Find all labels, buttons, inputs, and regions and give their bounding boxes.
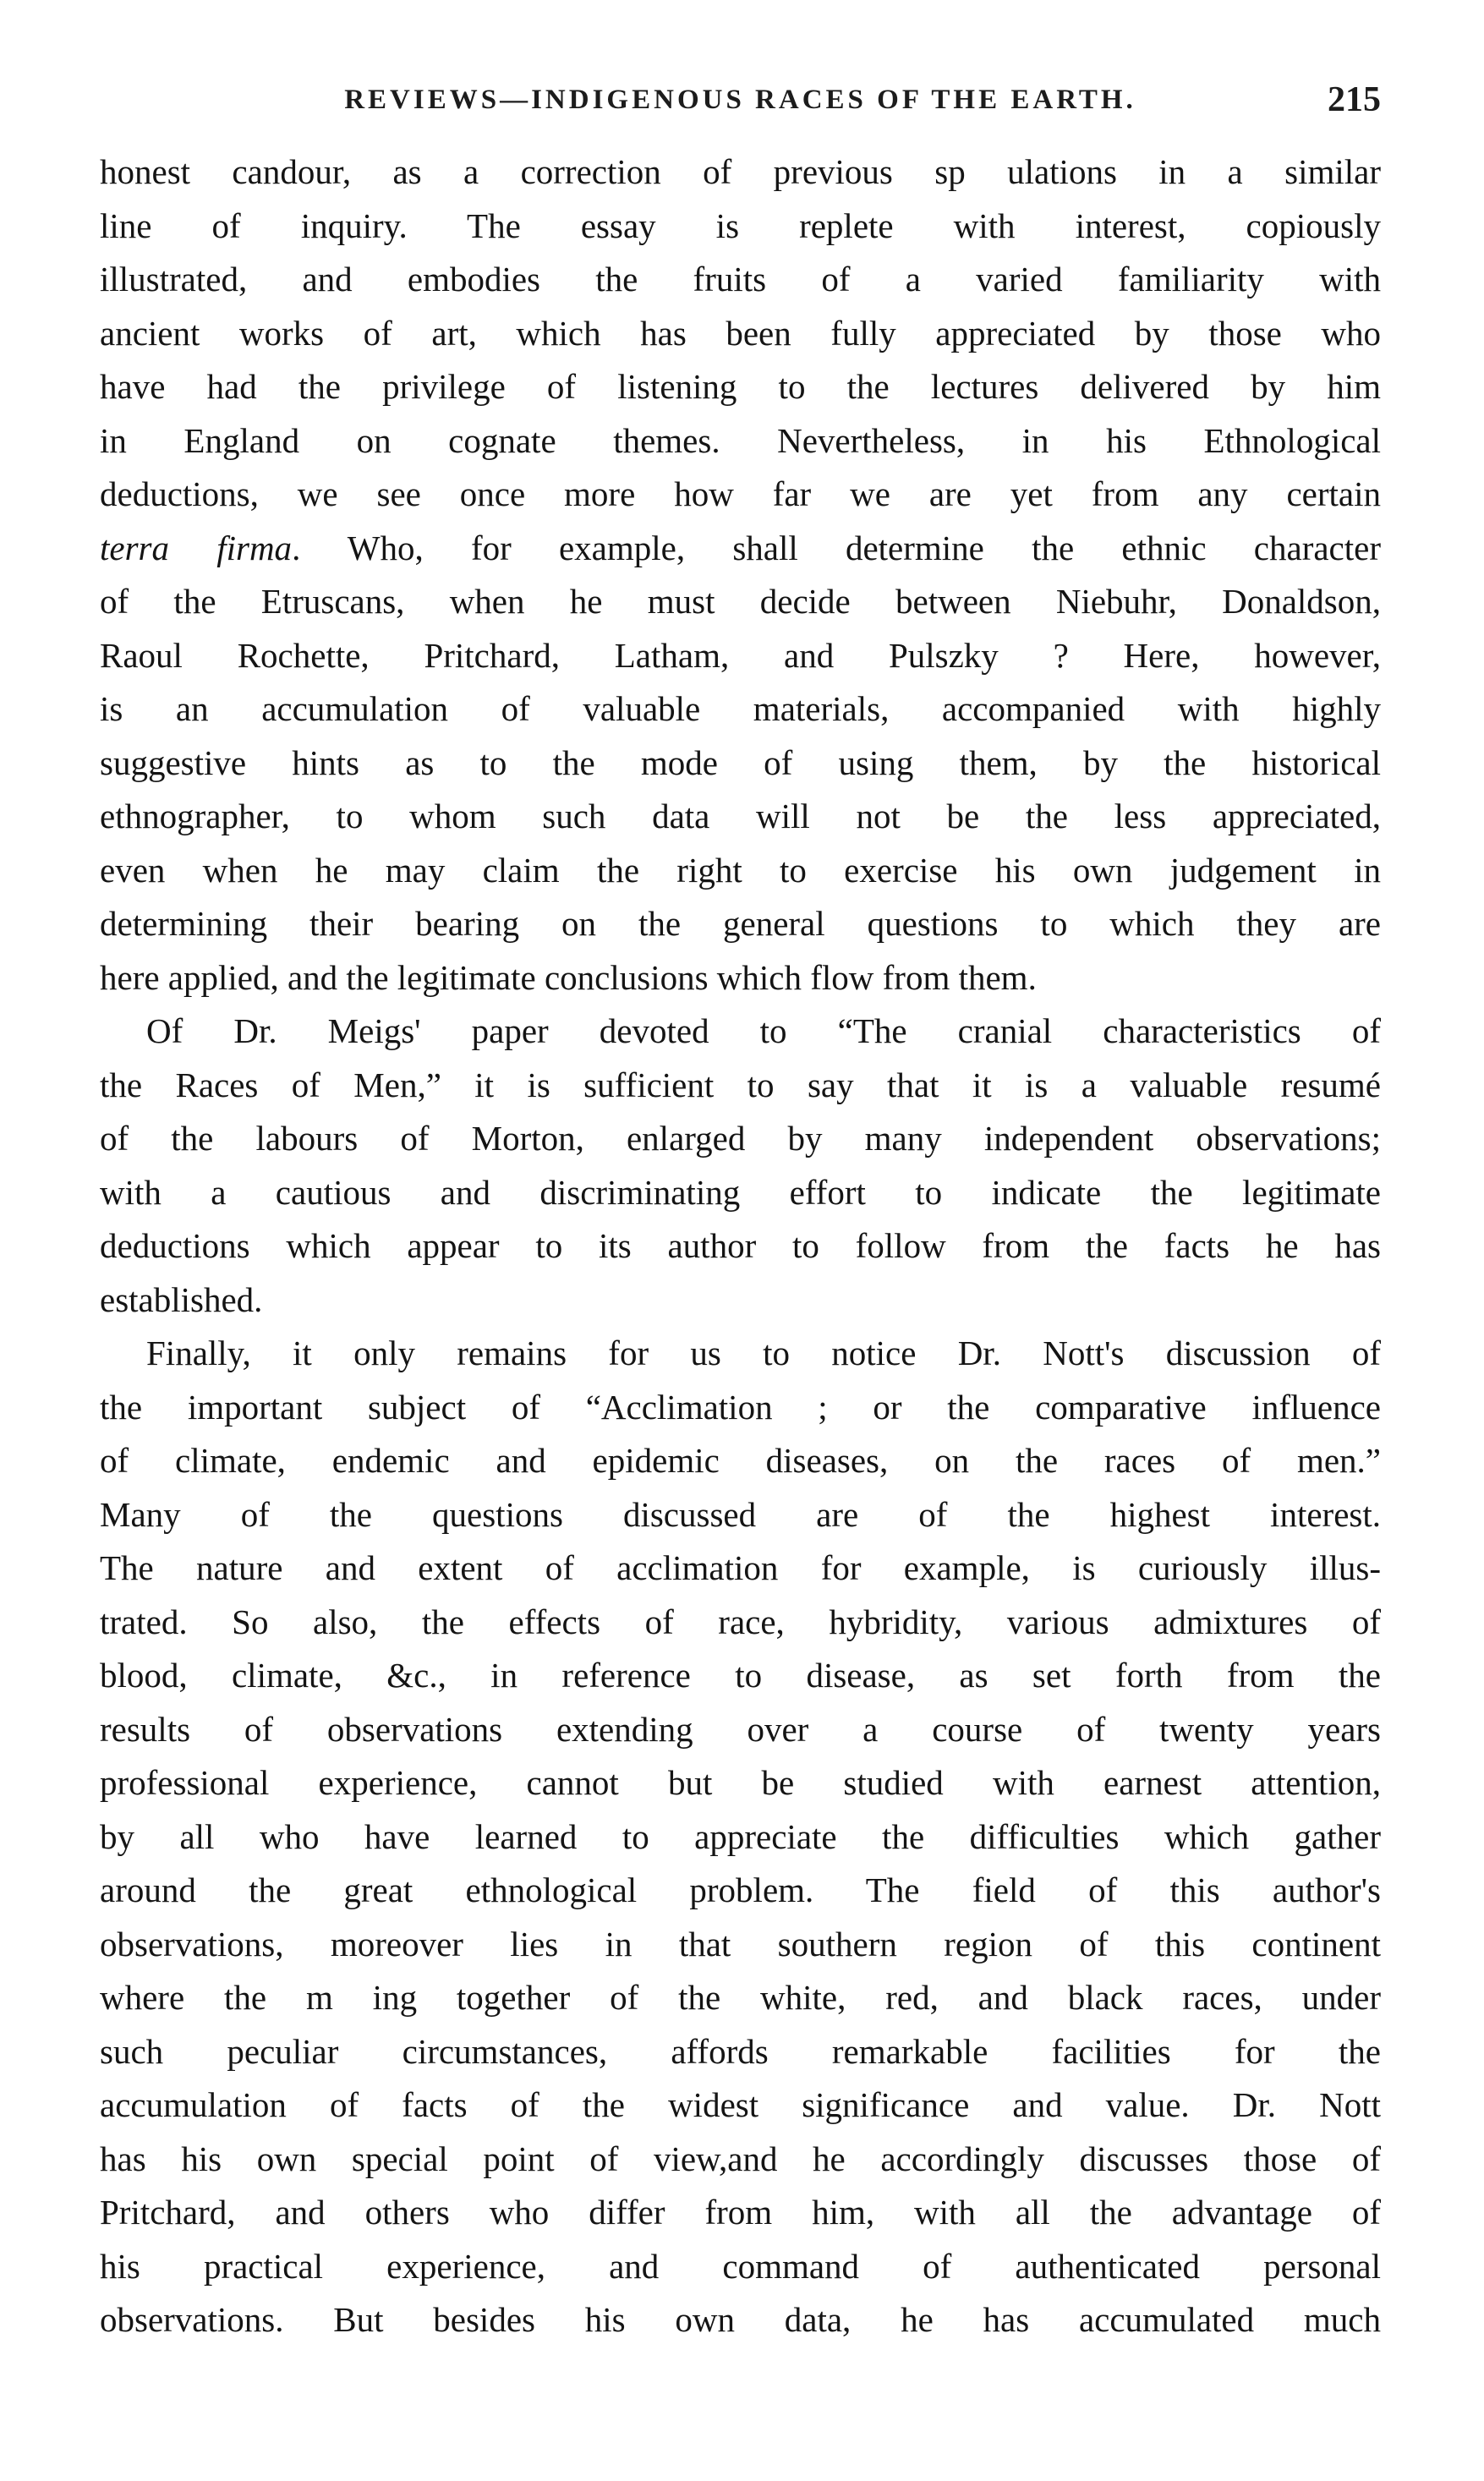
running-head bbox=[100, 74, 1381, 125]
text-line: Pritchard, and others who differ from him, with all the advantage of bbox=[100, 2193, 1381, 2232]
text-line: ancient works of art, which has been fully appreciated by those who bbox=[100, 313, 1381, 353]
text-line: illustrated, and embodies the fruits of a varied familiarity with bbox=[100, 260, 1381, 298]
text-line: Finally, it only remains for us to notice Dr. Nott's discussion of bbox=[146, 1334, 1381, 1372]
text-line: his practical experience, and command of authenticated personal bbox=[100, 2246, 1381, 2286]
text-line: blood, climate, &c., in reference to disease, as set forth from the bbox=[100, 1656, 1381, 1695]
text-line: observations. But besides his own data, he has accumulated much bbox=[100, 2300, 1381, 2339]
text-line: the important subject of “Acclimation ; or the comparative influence bbox=[100, 1387, 1381, 1427]
text-line: of the labours of Morton, enlarged by many independent observations; bbox=[100, 1119, 1381, 1158]
text-line: results of observations extending over a course of twenty years bbox=[100, 1709, 1381, 1749]
text-line: ethnographer, to whom such data will not be the less appreciated, bbox=[100, 797, 1381, 835]
text-line: around the great ethnological problem. The field of this author's bbox=[100, 1870, 1381, 1909]
text-line: accumulation of facts of the widest significance and value. Dr. Nott bbox=[100, 2085, 1381, 2124]
text-line: has his own special point of view,and he accordingly discusses those of bbox=[100, 2139, 1381, 2178]
text-line: determining their bearing on the general questions to which they are bbox=[100, 904, 1381, 943]
text-line: such peculiar circumstances, affords remarkable facilities for the bbox=[100, 2031, 1381, 2071]
text-line: The nature and extent of acclimation for example, is curiously illus- bbox=[100, 1548, 1381, 1587]
text-line: deductions which appear to its author to follow from the facts he has bbox=[100, 1226, 1381, 1265]
text-line: suggestive hints as to the mode of using them, by the historical bbox=[100, 742, 1381, 782]
text-line: with a cautious and discriminating effort to indicate the legitimate bbox=[100, 1172, 1381, 1212]
text-line: line of inquiry. The essay is replete with interest, copiously bbox=[100, 205, 1381, 245]
text-line: is an accumulation of valuable materials, accompanied with highly bbox=[100, 689, 1381, 728]
text-line: Many of the questions discussed are of the highest interest. bbox=[100, 1494, 1381, 1534]
text-line: professional experience, cannot but be studied with earnest attention, bbox=[100, 1763, 1381, 1802]
page-number: 215 bbox=[1328, 80, 1381, 119]
text-line: the Races of Men,” it is sufficient to say that it is a valuable resumé bbox=[100, 1065, 1381, 1104]
text-line: even when he may claim the right to exercise his own judgement in bbox=[100, 850, 1381, 890]
text-line: observations, moreover lies in that southern region of this continent bbox=[100, 1924, 1381, 1963]
text-line: Of Dr. Meigs' paper devoted to “The cranial characteristics of bbox=[146, 1011, 1381, 1050]
text-line: honest candour, as a correction of previous sp ulations in a similar bbox=[100, 152, 1381, 191]
text-line: by all who have learned to appreciate the difficulties which gather bbox=[100, 1816, 1381, 1856]
text-line: deductions, we see once more how far we are yet from any certain bbox=[100, 474, 1381, 513]
running-title: REVIEWS—INDIGENOUS RACES OF THE EARTH. bbox=[344, 85, 1136, 115]
text-line: here applied, and the legitimate conclusions which flow from them. bbox=[100, 957, 1037, 997]
text-line: established. bbox=[100, 1279, 263, 1319]
body-text bbox=[100, 145, 1381, 2347]
text-line: Raoul Rochette, Pritchard, Latham, and Pulszky ? Here, however, bbox=[100, 635, 1381, 675]
text-line: where the m ing together of the white, red, and black races, under bbox=[100, 1978, 1381, 2017]
text-line: of climate, endemic and epidemic diseases, on the races of men.” bbox=[100, 1441, 1381, 1480]
text-line: terra firma. Who, for example, shall determine the ethnic character bbox=[100, 528, 1381, 567]
text-line: have had the privilege of listening to the lectures delivered by him bbox=[100, 367, 1381, 406]
text-line: trated. So also, the effects of race, hybridity, various admixtures of bbox=[100, 1602, 1381, 1641]
text-line: in England on cognate themes. Nevertheless, in his Ethnological bbox=[100, 420, 1381, 460]
text-line: of the Etruscans, when he must decide between Niebuhr, Donaldson, bbox=[100, 582, 1381, 621]
